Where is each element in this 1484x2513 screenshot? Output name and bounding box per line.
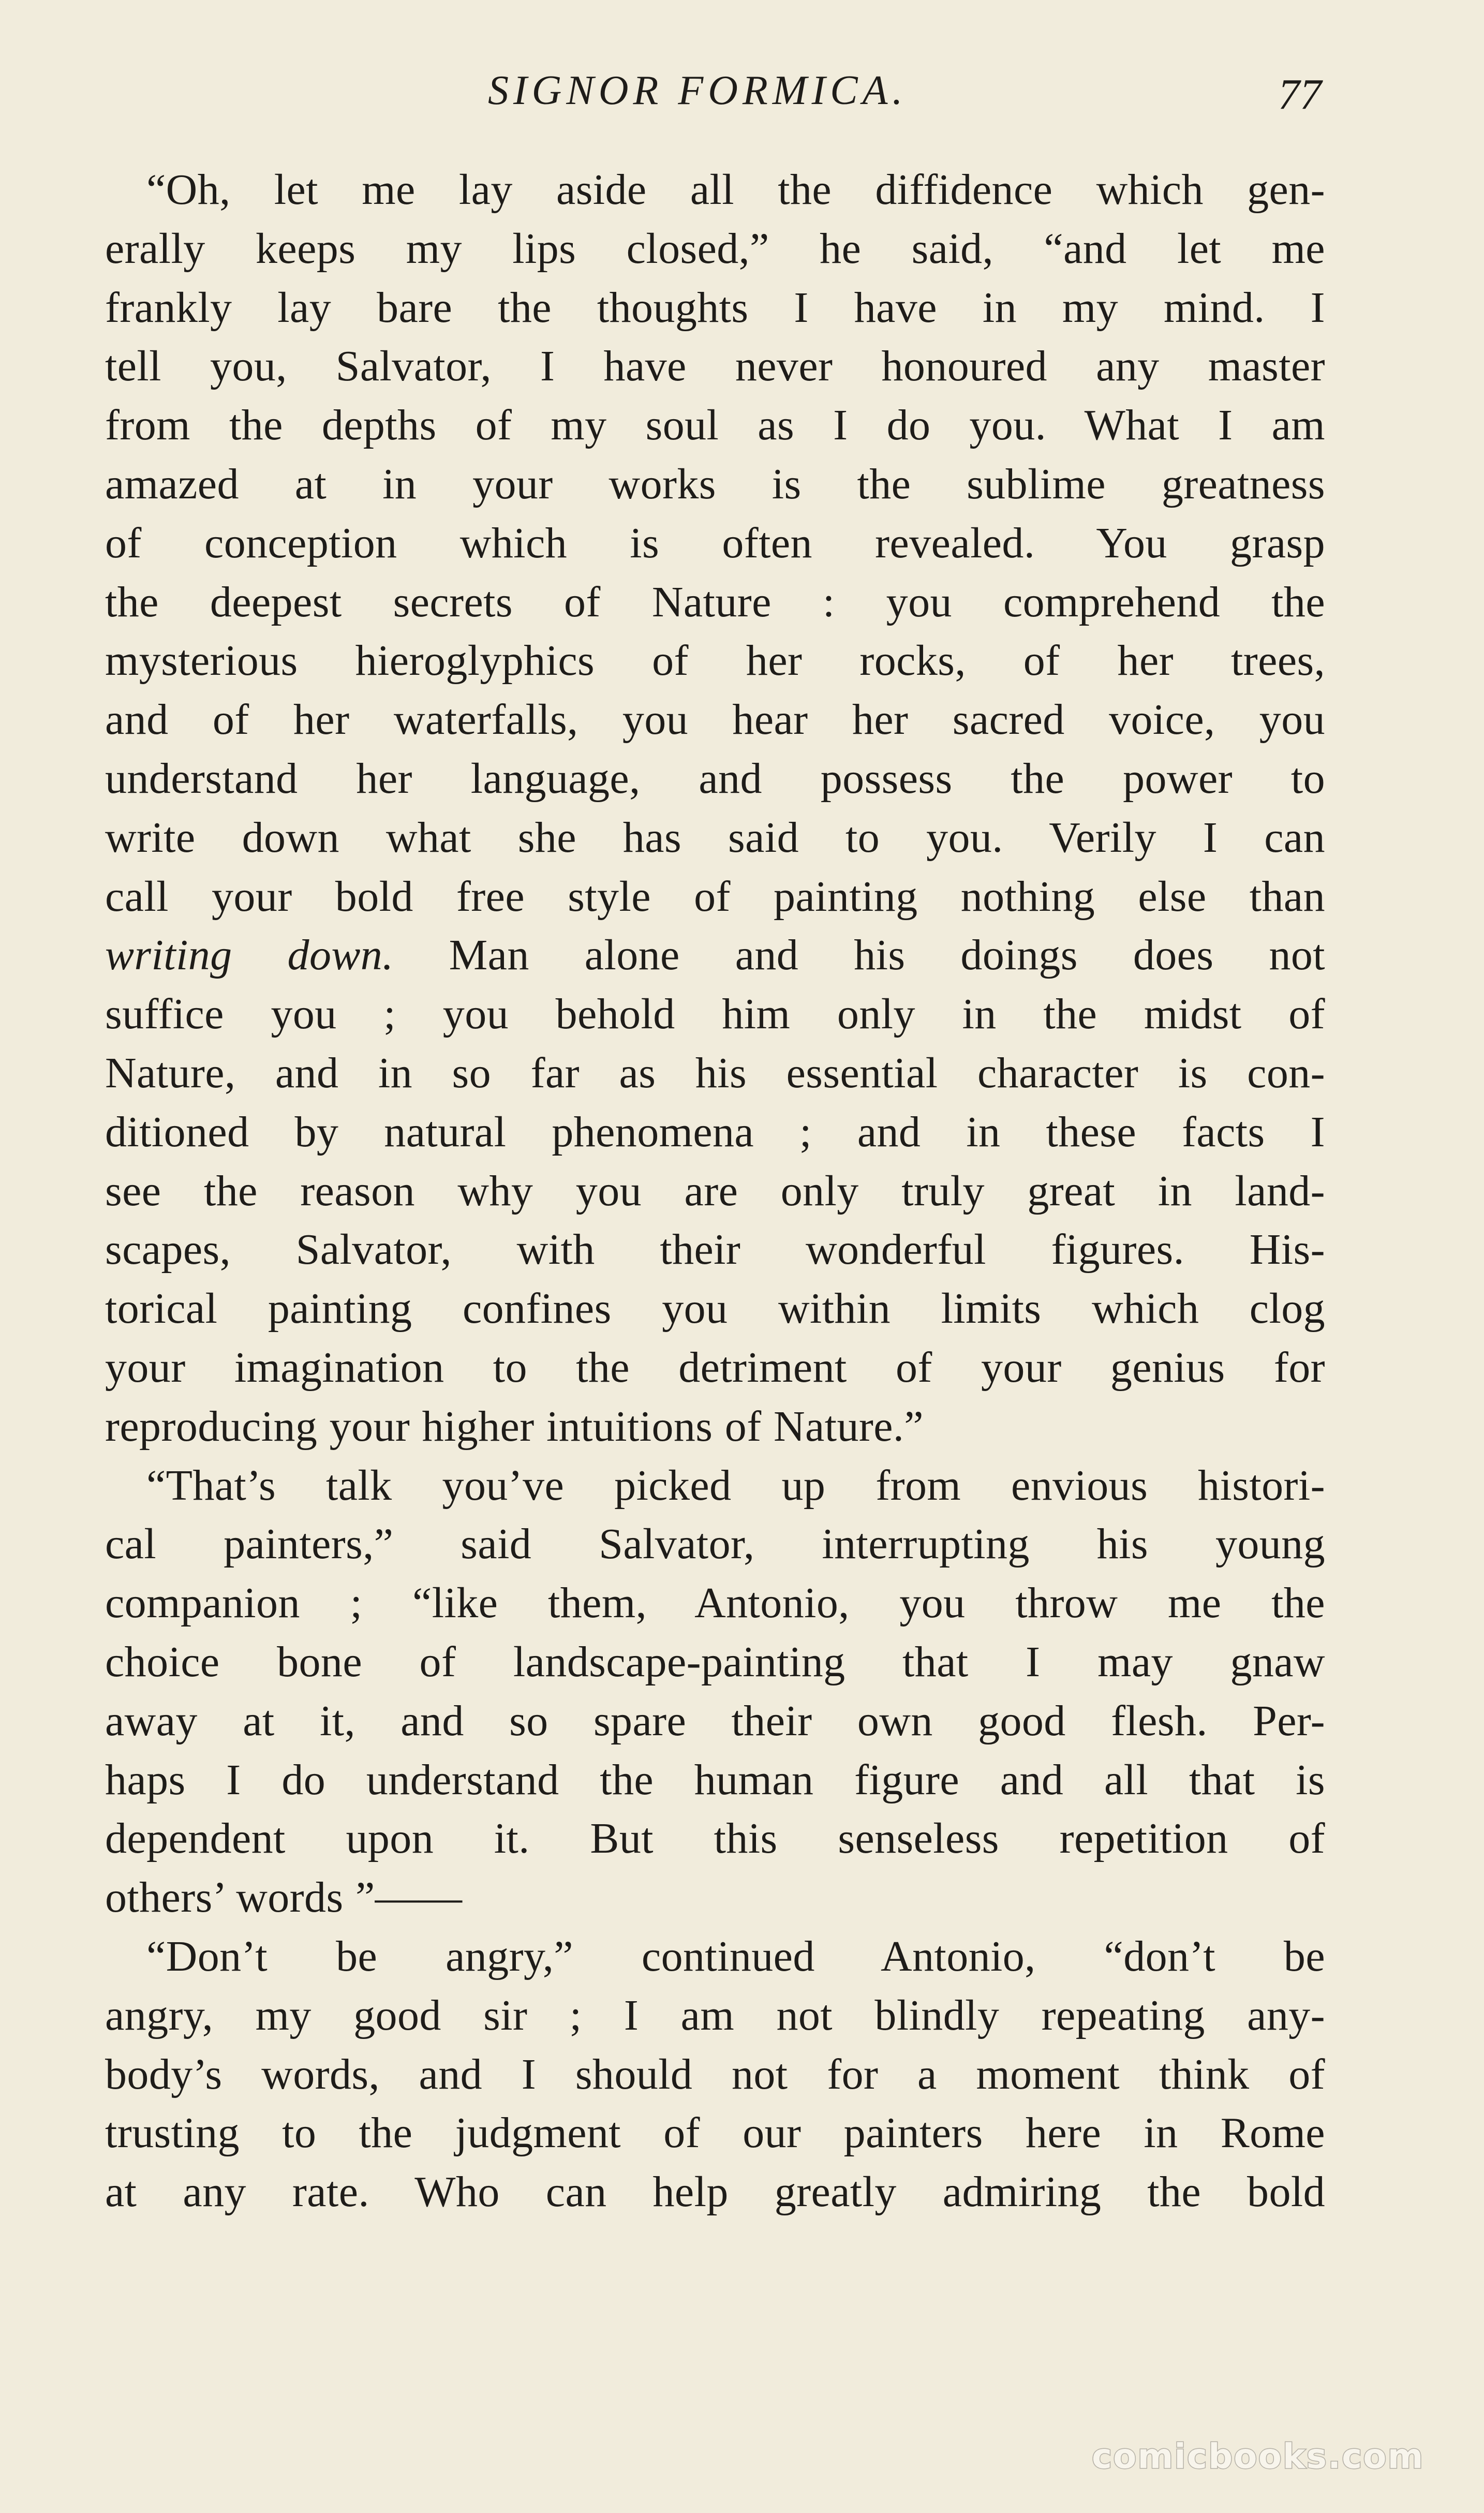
- text-line: write down what she has said to you. Verily I can: [105, 813, 1325, 862]
- text-line: cal painters,” said Salvator, interrupting his young: [105, 1520, 1325, 1569]
- text-line: torical painting confines you within limits which clog: [105, 1284, 1325, 1333]
- text-line: tell you, Salvator, I have never honoured any master: [105, 342, 1325, 391]
- running-head-title: SIGNOR FORMICA.: [488, 68, 908, 113]
- body-text: [105, 160, 1325, 2222]
- text-line: suffice you ; you behold him only in the midst of: [105, 990, 1325, 1039]
- italic-phrase: writing down.: [105, 931, 394, 980]
- text-line: frankly lay bare the thoughts I have in my mind. I: [105, 283, 1325, 332]
- text-line: call your bold free style of painting nothing else than: [105, 872, 1325, 921]
- text-line: erally keeps my lips closed,” he said, “and let me: [105, 224, 1325, 273]
- text-line: choice bone of landscape-painting that I may gnaw: [105, 1637, 1325, 1686]
- text-line: angry, my good sir ; I am not blindly repeating any-: [105, 1991, 1325, 2039]
- text-line: at any rate. Who can help greatly admiring the bold: [105, 2168, 1325, 2216]
- text-line: trusting to the judgment of our painters here in Rome: [105, 2109, 1325, 2157]
- text-line: others’ words ”——: [105, 1873, 463, 1922]
- text-line-remainder: Man alone and his doings does not: [449, 931, 1325, 980]
- text-line: “That’s talk you’ve picked up from envious histori-: [146, 1461, 1325, 1510]
- running-head: [0, 62, 1484, 119]
- text-line: haps I do understand the human figure and all that is: [105, 1755, 1325, 1804]
- text-line: of conception which is often revealed. You grasp: [105, 519, 1325, 567]
- text-line: ditioned by natural phenomena ; and in these facts I: [105, 1107, 1325, 1156]
- text-line: “Oh, let me lay aside all the diffidence which gen-: [146, 166, 1325, 214]
- text-line: scapes, Salvator, with their wonderful figures. His-: [105, 1225, 1325, 1274]
- text-line: dependent upon it. But this senseless repetition of: [105, 1814, 1325, 1863]
- text-line-with-italic: [105, 926, 1325, 985]
- text-line: companion ; “like them, Antonio, you throw me the: [105, 1579, 1325, 1628]
- text-line: body’s words, and I should not for a moment think of: [105, 2050, 1325, 2098]
- text-line: understand her language, and possess the power to: [105, 754, 1325, 803]
- text-line: from the depths of my soul as I do you. What I am: [105, 401, 1325, 450]
- text-line: away at it, and so spare their own good flesh. Per-: [105, 1696, 1325, 1745]
- text-line: Nature, and in so far as his essential character is con-: [105, 1048, 1325, 1097]
- text-line: and of her waterfalls, you hear her sacred voice, you: [105, 696, 1325, 744]
- text-line: the deepest secrets of Nature : you comprehend the: [105, 578, 1325, 626]
- watermark-logo: comicbooks.com: [1092, 2436, 1424, 2476]
- text-line: your imagination to the detriment of your genius for: [105, 1343, 1325, 1392]
- page-number: 77: [1278, 70, 1322, 119]
- text-line: reproducing your higher intuitions of Nature.”: [105, 1402, 924, 1451]
- text-line: “Don’t be angry,” continued Antonio, “don’t be: [146, 1932, 1325, 1980]
- text-line: amazed at in your works is the sublime greatness: [105, 460, 1325, 508]
- text-line: mysterious hieroglyphics of her rocks, of her trees,: [105, 637, 1325, 685]
- text-line: see the reason why you are only truly great in land-: [105, 1166, 1325, 1215]
